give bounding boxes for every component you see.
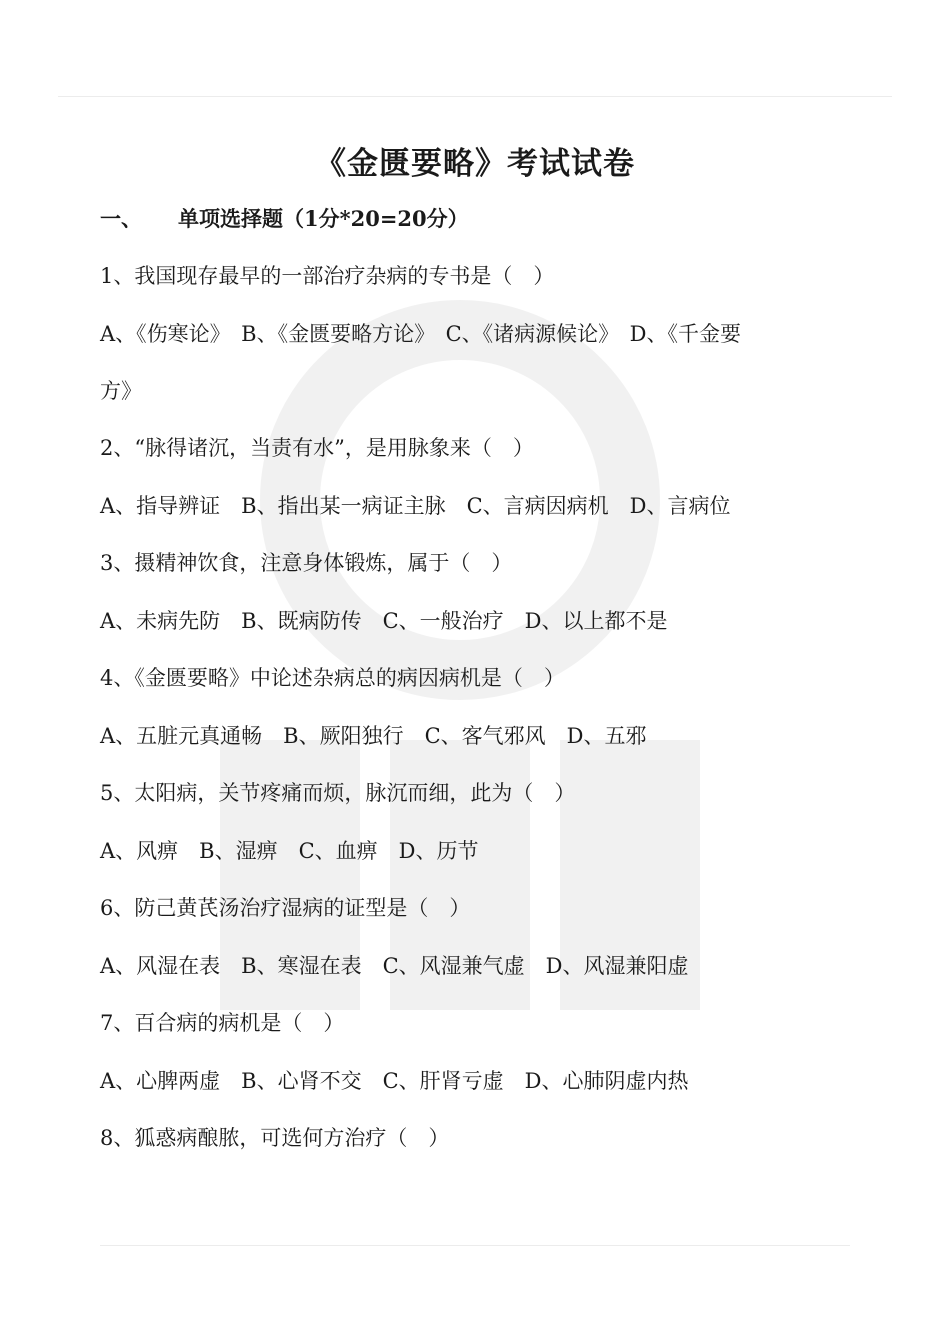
options-1-continued: 方》 — [100, 379, 142, 403]
section-number: 一、 — [100, 206, 142, 231]
exam-title: 《金匮要略》考试试卷 — [315, 146, 635, 182]
options-2: A、指导辨证 B、指出某一病证主脉 C、言病因病机 D、言病位 — [100, 494, 731, 518]
question-4: 4、《金匮要略》中论述杂病总的病因病机是（ ） — [100, 666, 565, 690]
options-7: A、心脾两虚 B、心肾不交 C、肝肾亏虚 D、心肺阴虚内热 — [100, 1069, 689, 1093]
options-3: A、未病先防 B、既病防传 C、一般治疗 D、以上都不是 — [100, 609, 668, 633]
top-divider — [58, 96, 892, 97]
section-heading — [100, 203, 469, 233]
options-4: A、五脏元真通畅 B、厥阳独行 C、客气邪风 D、五邪 — [100, 724, 647, 748]
options-5: A、风痹 B、湿痹 C、血痹 D、历节 — [100, 839, 479, 863]
question-6: 6、防己黄芪汤治疗湿病的证型是（ ） — [100, 896, 471, 920]
question-2: 2、“脉得诸沉，当责有水”，是用脉象来（ ） — [100, 436, 534, 460]
question-3: 3、摄精神饮食，注意身体锻炼，属于（ ） — [100, 551, 513, 575]
question-5: 5、太阳病，关节疼痛而烦，脉沉而细，此为（ ） — [100, 781, 576, 805]
options-6: A、风湿在表 B、寒湿在表 C、风湿兼气虚 D、风湿兼阳虚 — [100, 954, 689, 978]
section-title: 单项选择题（1分*20=20分） — [178, 206, 469, 231]
bottom-divider — [100, 1245, 850, 1246]
question-8: 8、狐惑病酿脓，可选何方治疗（ ） — [100, 1126, 450, 1150]
question-1: 1、我国现存最早的一部治疗杂病的专书是（ ） — [100, 264, 555, 288]
question-7: 7、百合病的病机是（ ） — [100, 1011, 345, 1035]
options-1: A、《伤寒论》 B、《金匮要略方论》 C、《诸病源候论》 D、《千金要 — [100, 322, 741, 346]
